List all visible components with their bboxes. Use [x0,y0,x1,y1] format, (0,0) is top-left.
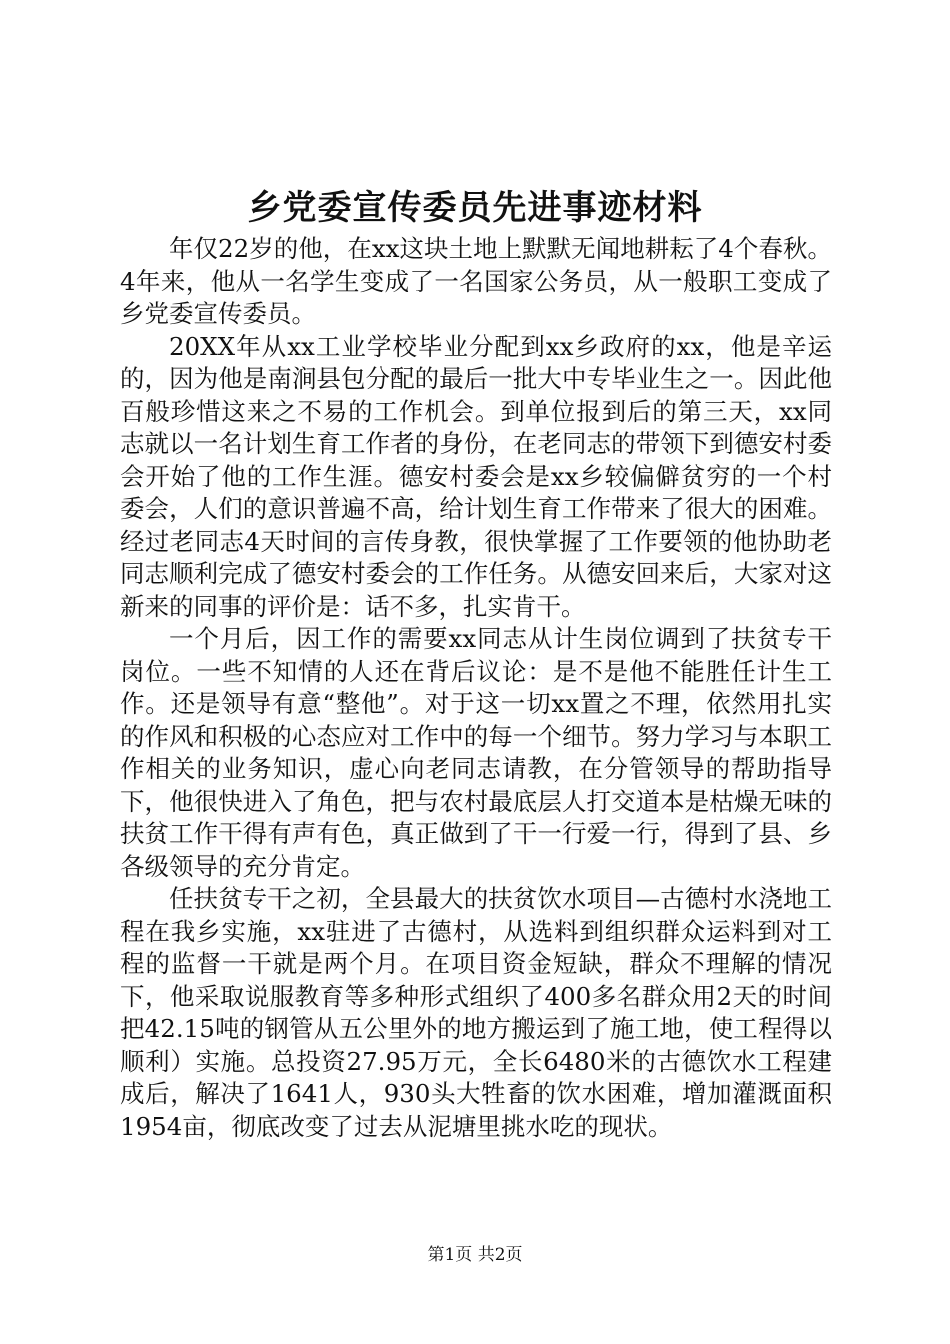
paragraph-1: 年仅22岁的他，在xx这块土地上默默无闻地耕耘了4个春秋。4年来，他从一名学生变成了一名国家公务员，从一般职工变成了乡党委宣传委员。 [120,234,832,328]
paragraph-3: 一个月后，因工作的需要xx同志从计生岗位调到了扶贫专干岗位。一些不知情的人还在背后议论：是不是他不能胜任计生工作。还是领导有意“整他”。对于这一切xx置之不理，依然用扎实的作风和积极的心态应对工作中的每一个细节。努力学习与本职工作相关的业务知识，虚心向老同志请教，在分管领导的帮助指导下，他很快进入了角色，把与农村最底层人打交道本是枯燥无味的扶贫工作干得有声有色，真正做到了干一行爱一行，得到了县、乡各级领导的充分肯定。 [120,624,832,881]
document-body [120,233,832,1143]
paragraph-2: 20XX年从xx工业学校毕业分配到xx乡政府的xx，他是辛运的，因为他是南涧县包分配的最后一批大中专毕业生之一。因此他百般珍惜这来之不易的工作机会。到单位报到后的第三天，xx同志就以一名计划生育工作者的身份，在老同志的带领下到德安村委会开始了他的工作生涯。德安村委会是xx乡较偏僻贫穷的一个村委会，人们的意识普遍不高，给计划生育工作带来了很大的困难。经过老同志4天时间的言传身教，很快掌握了工作要领的他协助老同志顺利完成了德安村委会的工作任务。从德安回来后，大家对这新来的同事的评价是：话不多，扎实肯干。 [120,331,832,621]
paragraph-4: 任扶贫专干之初，全县最大的扶贫饮水项目—古德村水浇地工程在我乡实施，xx驻进了古德村，从选料到组织群众运料到对工程的监督一干就是两个月。在项目资金短缺，群众不理解的情况下，他采取说服教育等多种形式组织了400多名群众用2天的时间把42.15吨的钢管从五公里外的地方搬运到了施工地，使工程得以顺利）实施。总投资27.95万元，全长6480米的古德饮水工程建成后，解决了1641人，930头大牲畜的饮水困难，增加灌溉面积1954亩，彻底改变了过去从泥塘里挑水吃的现状。 [120,884,832,1141]
page-number-footer: 第1页 共2页 [427,1245,523,1265]
document-title: 乡党委宣传委员先进事迹材料 [247,188,703,228]
